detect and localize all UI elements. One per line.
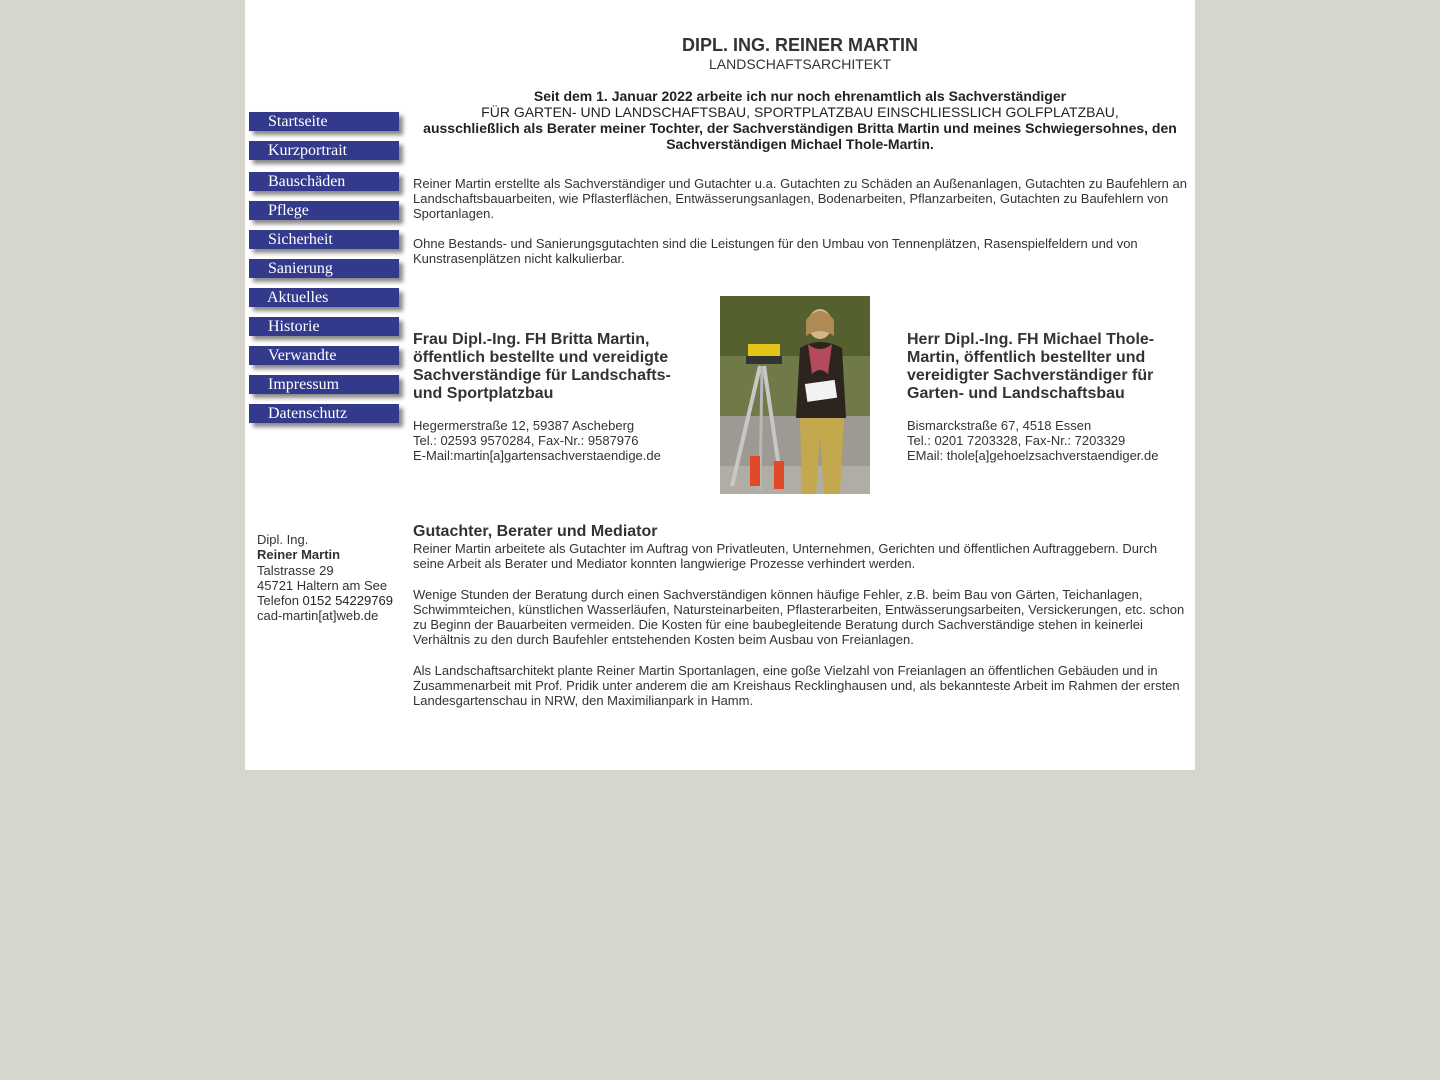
expert-left-title: Frau Dipl.-Ing. FH Britta Martin, öffentlich bestellte und vereidigte Sachverständige für Landschafts- und Sportplatzbau: [413, 331, 671, 402]
address-phone[interactable]: 0152 54229769: [302, 593, 393, 609]
site-title: DIPL. ING. REINER MARTIN: [681, 35, 918, 55]
intro-line-1: Seit dem 1. Januar 2022 arbeite ich nur noch ehrenamtlich als Sachverständiger: [533, 88, 1067, 104]
address-city: 45721 Haltern am See: [257, 577, 388, 593]
nav-item-sanierung[interactable]: Sanierung: [249, 259, 399, 278]
address-block: [257, 532, 407, 624]
address-phone-line: [257, 593, 407, 608]
expert-left-email: E-Mail:martin[a]gartensachverstaendige.de: [413, 448, 661, 463]
expert-right-email: EMail: thole[a]gehoelzsachverstaendiger.de: [907, 448, 1159, 463]
paragraph-consulting: Wenige Stunden der Beratung durch einen Sachverständigen können häufige Fehler, z.B. beim Bau von Gärten, Teichanlagen, Schwimmteichen, künstlichen Wasserläufen, Natursteinarbeiten, Pflasterarbeiten, Entwässerungsarbeiten, Versickerungen, etc. schon zu Beginn der Bauarbeiten vermeiden. Die Kosten für eine baubegleitende Beratung durch Sachverständige stehen in keinerlei Verhältnis zu den durch Baufehler entstehenden Kosten beim Ausbau von Freianlagen.: [413, 587, 1185, 647]
address-name: Reiner Martin: [257, 547, 341, 563]
nav-item-verwandte[interactable]: Verwandte: [249, 346, 399, 365]
nav-item-kurzportrait[interactable]: Kurzportrait: [249, 141, 399, 160]
intro-block: [413, 88, 1187, 152]
expert-right-contact: [907, 418, 1187, 463]
nav-item-bauschaeden[interactable]: Bauschäden: [249, 172, 399, 191]
expert-right-phone: Tel.: 0201 7203328, Fax-Nr.: 7203329: [907, 433, 1126, 448]
paragraph-services: Reiner Martin erstellte als Sachverständiger und Gutachter u.a. Gutachten zu Schäden an Außenanlagen, Gutachten zu Baufehlern an Landschaftsbauarbeiten, wie Pflasterflächen, Entwässerungsanlagen, Bodenarbeiten, Pflanzarbeiten, Gutachten zu Baufehlern von Sportanlagen.: [413, 176, 1187, 221]
address-email: cad-martin[at]web.de: [257, 608, 379, 624]
nav-item-pflege[interactable]: Pflege: [249, 201, 399, 220]
address-street: Talstrasse 29: [257, 562, 334, 578]
nav-item-impressum[interactable]: Impressum: [249, 375, 399, 394]
expert-right-address: Bismarckstraße 67, 4518 Essen: [907, 418, 1092, 433]
surveyor-photo: [720, 296, 870, 494]
page-container: [245, 0, 1195, 770]
expert-left-contact: [413, 418, 683, 463]
address-title: Dipl. Ing.: [257, 532, 309, 547]
nav-item-historie[interactable]: Historie: [249, 317, 399, 336]
expert-left-phone: Tel.: 02593 9570284, Fax-Nr.: 9587976: [413, 433, 639, 448]
intro-line-3: ausschließlich als Berater meiner Tochter, der Sachverständigen Britta Martin und meines Schwiegersohnes, den Sachverständigen Michael Thole-Martin.: [423, 120, 1177, 152]
address-phone-label: Telefon: [257, 593, 303, 609]
nav-item-datenschutz[interactable]: Datenschutz: [249, 404, 399, 423]
nav-item-startseite[interactable]: Startseite: [249, 112, 399, 131]
expert-left-address: Hegermerstraße 12, 59387 Ascheberg: [413, 418, 635, 433]
nav-item-aktuelles[interactable]: Aktuelles: [249, 288, 399, 307]
nav-item-sicherheit[interactable]: Sicherheit: [249, 230, 399, 249]
header: [413, 34, 1187, 152]
paragraph-mediator: Reiner Martin arbeitete als Gutachter im Auftrag von Privatleuten, Unternehmen, Gerichten und öffentlichen Auftraggebern. Durch seine Arbeit als Berater und Mediator konnten langwierige Prozesse verhindert werden.: [413, 541, 1158, 571]
site-subtitle: LANDSCHAFTSARCHITEKT: [708, 56, 892, 72]
intro-line-2: FÜR GARTEN- UND LANDSCHAFTSBAU, SPORTPLATZBAU EINSCHLIESSLICH GOLFPLATZBAU,: [481, 104, 1119, 120]
section-heading: Gutachter, Berater und Mediator: [413, 523, 658, 540]
paragraph-architect: Als Landschaftsarchitekt plante Reiner Martin Sportanlagen, eine goße Vielzahl von Freianlagen an öffentlichen Gebäuden und in Zusammenarbeit mit Prof. Pridik unter anderem die am Kreishaus Recklinghausen und, als bekannteste Arbeit im Rahmen der ersten Landesgartenschau in NRW, den Maximilianpark in Hamm.: [413, 663, 1180, 708]
expert-right-title: Herr Dipl.-Ing. FH Michael Thole-Martin, öffentlich bestellter und vereidigter Sachverständiger für Garten- und Landschaftsbau: [907, 331, 1155, 402]
paragraph-calculation: Ohne Bestands- und Sanierungsgutachten sind die Leistungen für den Umbau von Tennenplätzen, Rasenspielfeldern und von Kunstrasenplätzen nicht kalkulierbar.: [413, 236, 1138, 266]
